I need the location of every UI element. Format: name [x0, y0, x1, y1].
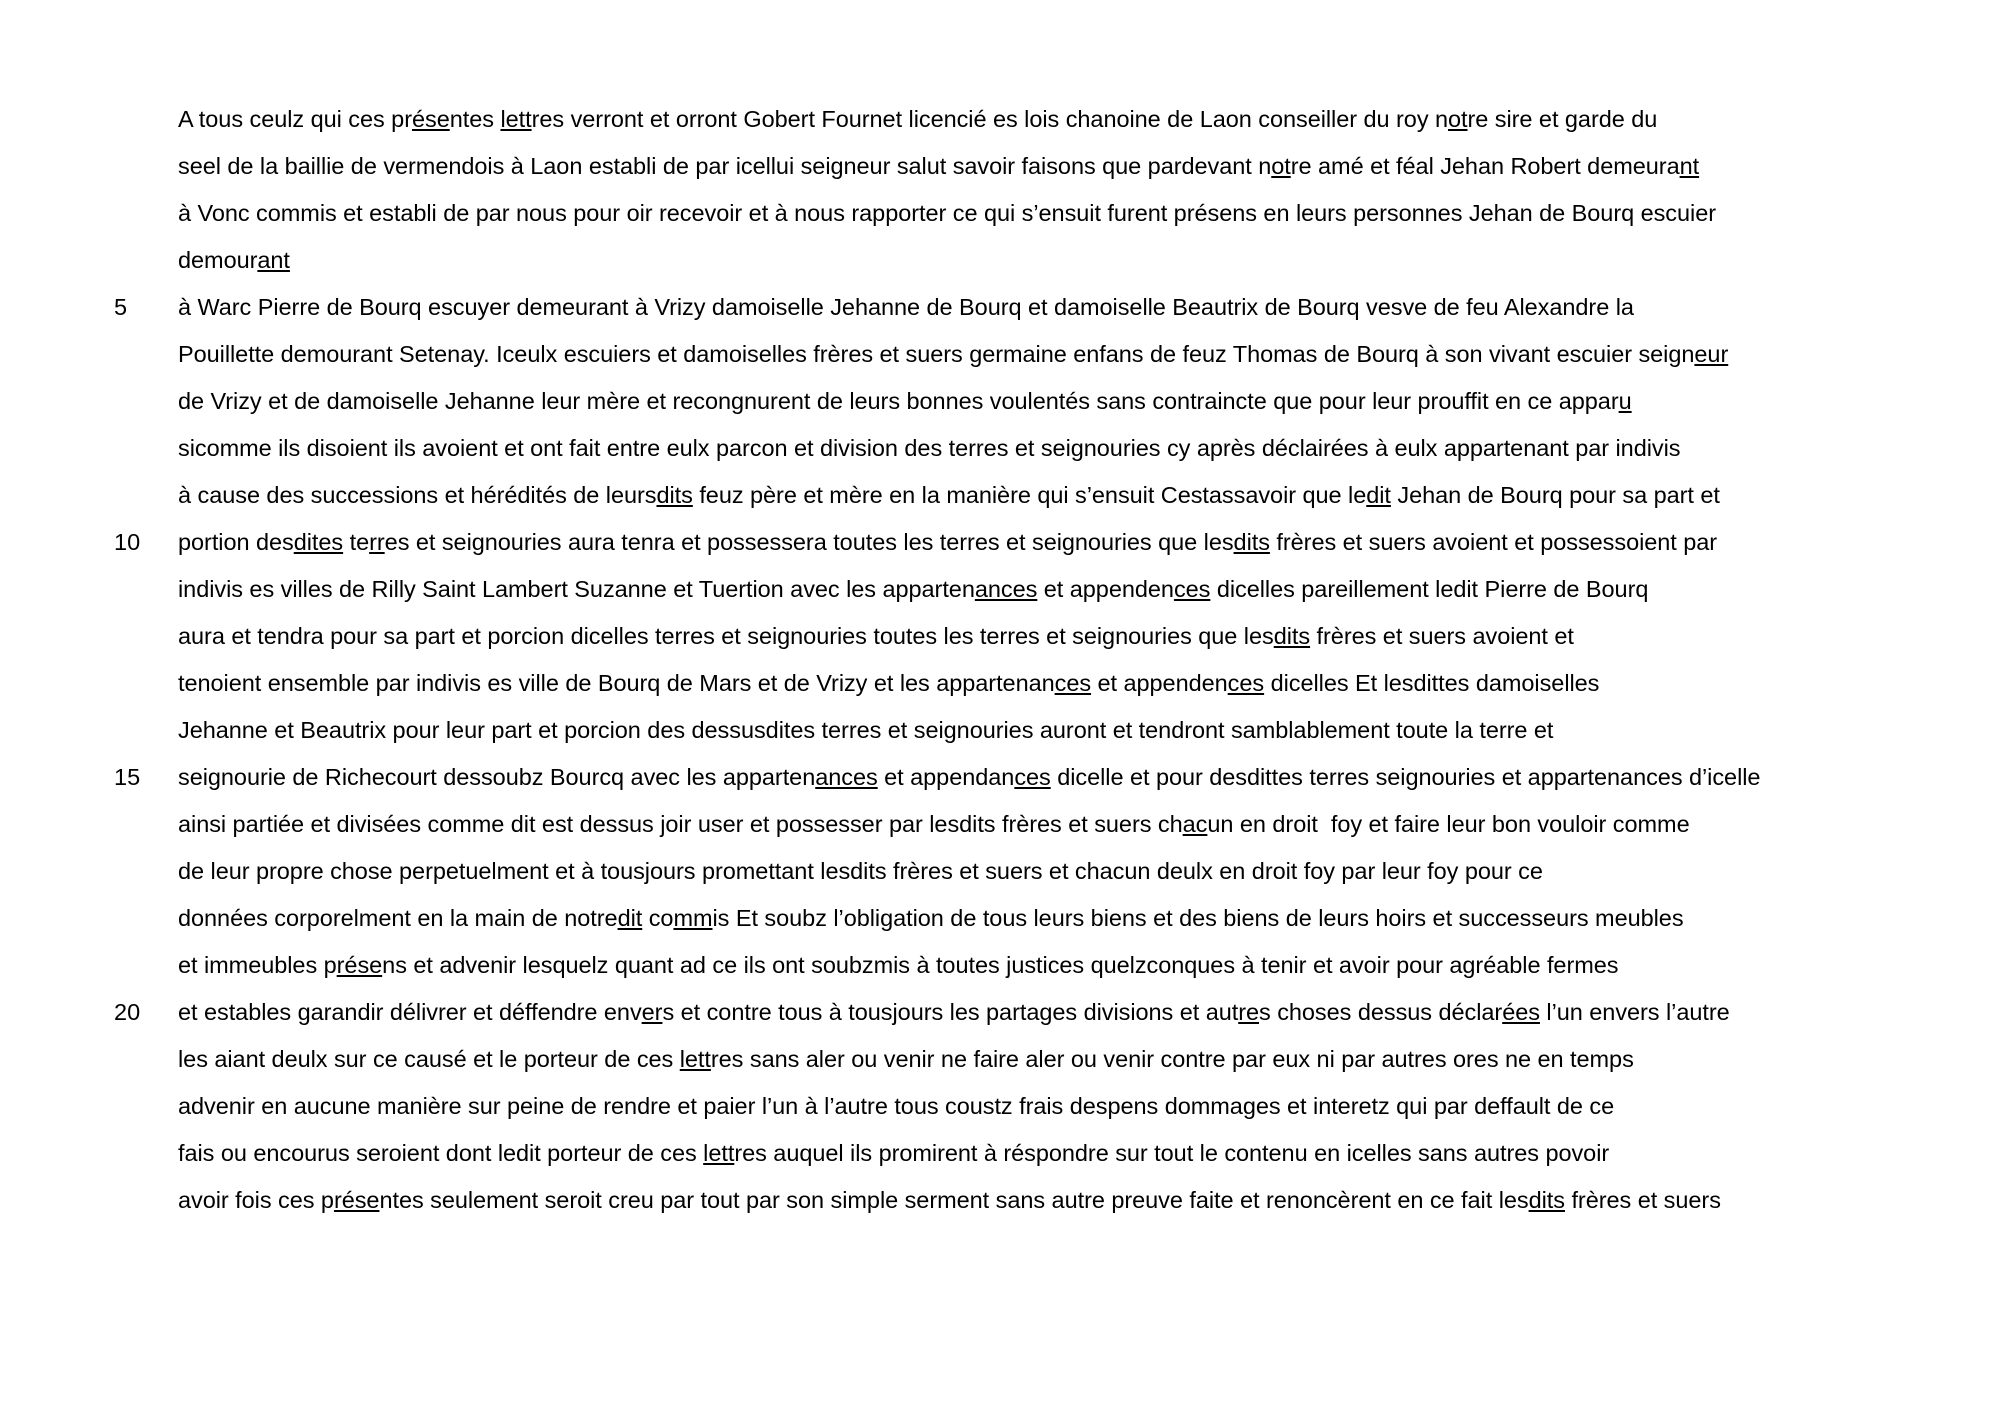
underlined-abbreviation: lett: [500, 106, 532, 132]
line-text: [170, 801, 1880, 848]
text-run: dicelles pareillement ledit Pierre de Bourq: [1210, 576, 1649, 602]
line-text: [170, 989, 1880, 1036]
transcription-line: [110, 143, 1880, 190]
text-run: res auquel ils promirent à réspondre sur tout le contenu en icelles sans autres povoir: [734, 1140, 1610, 1166]
text-run: et estables garandir délivrer et déffendre env: [178, 999, 642, 1025]
text-run: ntes seulement seroit creu par tout par son simple serment sans autre preuve faite et renoncèrent en ce fait les: [379, 1187, 1529, 1213]
underlined-abbreviation: dits: [656, 482, 693, 508]
underlined-abbreviation: dits: [1233, 529, 1270, 555]
transcription-line: [110, 895, 1880, 942]
line-text: [170, 707, 1880, 754]
text-run: frères et suers: [1564, 1187, 1721, 1213]
text-run: re sire et garde du: [1467, 106, 1658, 132]
text-run: frères et suers avoient et: [1310, 623, 1574, 649]
underlined-abbreviation: eur: [1694, 341, 1729, 367]
underlined-abbreviation: ot: [1448, 106, 1468, 132]
underlined-abbreviation: ces: [1173, 576, 1211, 602]
transcription-line: [110, 566, 1880, 613]
text-run: un en droit foy et faire leur bon vouloir comme: [1207, 811, 1690, 837]
transcription-line: [110, 754, 1880, 801]
transcription-line: [110, 425, 1880, 472]
text-run: de leur propre chose perpetuelment et à tousjours promettant lesdits frères et suers et chacun deulx en droit foy par leur foy pour ce: [178, 858, 1543, 884]
transcription-line: [110, 378, 1880, 425]
line-number: 20: [114, 999, 141, 1025]
underlined-abbreviation: mm: [673, 905, 713, 931]
underlined-abbreviation: dites: [293, 529, 344, 555]
text-run: demour: [178, 247, 258, 273]
text-run: et appenden: [1037, 576, 1174, 602]
line-text: [170, 848, 1880, 895]
text-run: de Vrizy et de damoiselle Jehanne leur mère et recongnurent de leurs bonnes voulentés sans contraincte que pour leur prouffit en ce appar: [178, 388, 1619, 414]
underlined-abbreviation: re: [1238, 999, 1260, 1025]
text-run: is Et soubz l’obligation de tous leurs biens et des biens de leurs hoirs et successeurs meubles: [712, 905, 1684, 931]
transcription-line: [110, 1130, 1880, 1177]
text-run: et immeubles p: [178, 952, 337, 978]
underlined-abbreviation: rése: [336, 952, 383, 978]
transcription-line: [110, 331, 1880, 378]
underlined-abbreviation: lett: [679, 1046, 711, 1072]
text-run: indivis es villes de Rilly Saint Lambert Suzanne et Tuertion avec les apparten: [178, 576, 975, 602]
line-text: [170, 378, 1880, 425]
line-text: [170, 425, 1880, 472]
text-run: les aiant deulx sur ce causé et le porteur de ces: [178, 1046, 680, 1072]
text-run: advenir en aucune manière sur peine de rendre et paier l’un à l’autre tous coustz frais despens dommages et interetz qui par deffault de ce: [178, 1093, 1615, 1119]
text-run: ainsi partiée et divisées comme dit est dessus joir user et possesser par lesdits frères et suers ch: [178, 811, 1183, 837]
text-run: à Vonc commis et establi de par nous pour oir recevoir et à nous rapporter ce qui s’ensuit furent présens en leurs personnes Jehan de Bourq escuier: [178, 200, 1716, 226]
underlined-abbreviation: dit: [617, 905, 643, 931]
text-run: et appenden: [1091, 670, 1228, 696]
underlined-abbreviation: rése: [333, 1187, 380, 1213]
transcription-line: [110, 613, 1880, 660]
transcription-line: [110, 237, 1880, 284]
line-text: [170, 660, 1880, 707]
line-text: [170, 96, 1880, 143]
line-text: [170, 1177, 1880, 1224]
underlined-abbreviation: ac: [1182, 811, 1208, 837]
text-run: s choses dessus déclar: [1259, 999, 1503, 1025]
line-text: [170, 942, 1880, 989]
text-run: à Warc Pierre de Bourq escuyer demeurant à Vrizy damoiselle Jehanne de Bourq et damoiselle Beautrix de Bourq vesve de feu Alexandre la: [178, 294, 1634, 320]
text-run: ns et advenir lesquelz quant ad ce ils ont soubzmis à toutes justices quelzconques à tenir et avoir pour agréable fermes: [382, 952, 1619, 978]
underlined-abbreviation: ces: [1227, 670, 1265, 696]
text-run: Jehanne et Beautrix pour leur part et porcion des dessusdites terres et seignouries auront et tendront samblablement toute la terre et: [178, 717, 1554, 743]
underlined-abbreviation: dits: [1528, 1187, 1565, 1213]
transcription-line: [110, 519, 1880, 566]
text-run: seel de la baillie de vermendois à Laon establi de par icellui seigneur salut savoir faisons que pardevant n: [178, 153, 1272, 179]
text-run: A tous ceulz qui ces pr: [178, 106, 412, 132]
line-text: [170, 1130, 1880, 1177]
line-text: [170, 237, 1880, 284]
text-run: co: [642, 905, 674, 931]
underlined-abbreviation: ces: [1014, 764, 1051, 790]
transcription-line: [110, 1083, 1880, 1130]
underlined-abbreviation: er: [641, 999, 663, 1025]
transcription-line: [110, 989, 1880, 1036]
text-run: es et seignouries aura tenra et possessera toutes les terres et seignouries que les: [384, 529, 1234, 555]
line-number: 10: [114, 529, 141, 555]
text-run: l’un envers l’autre: [1539, 999, 1730, 1025]
text-run: données corporelment en la main de notre: [178, 905, 618, 931]
underlined-abbreviation: dit: [1366, 482, 1391, 508]
text-run: et appendan: [877, 764, 1015, 790]
line-text: [170, 895, 1880, 942]
text-run: ntes: [449, 106, 501, 132]
underlined-abbreviation: ése: [411, 106, 450, 132]
underlined-abbreviation: ances: [974, 576, 1038, 602]
line-text: [170, 566, 1880, 613]
line-number: 15: [114, 764, 141, 790]
underlined-abbreviation: rr: [369, 529, 385, 555]
text-run: Jehan de Bourq pour sa part et: [1390, 482, 1720, 508]
line-text: [170, 754, 1880, 801]
text-run: dicelles Et lesdittes damoiselles: [1264, 670, 1600, 696]
line-text: [170, 284, 1880, 331]
transcription-line: [110, 1177, 1880, 1224]
line-text: [170, 472, 1880, 519]
text-run: fais ou encourus seroient dont ledit porteur de ces: [178, 1140, 704, 1166]
underlined-abbreviation: ées: [1502, 999, 1540, 1025]
transcription-body: [110, 96, 1880, 1224]
transcription-line: [110, 660, 1880, 707]
text-run: dicelle et pour desdittes terres seignouries et appartenances d’icelle: [1050, 764, 1761, 790]
line-text: [170, 1083, 1880, 1130]
line-number: 5: [114, 294, 128, 320]
transcription-line: [110, 1036, 1880, 1083]
underlined-abbreviation: ces: [1054, 670, 1092, 696]
transcription-line: [110, 848, 1880, 895]
text-run: seignourie de Richecourt dessoubz Bourcq avec les apparten: [178, 764, 816, 790]
transcription-line: [110, 190, 1880, 237]
text-run: tenoient ensemble par indivis es ville de Bourq de Mars et de Vrizy et les appartenan: [178, 670, 1055, 696]
line-text: [170, 613, 1880, 660]
text-run: res verront et orront Gobert Fournet licencié es lois chanoine de Laon conseiller du roy n: [531, 106, 1449, 132]
text-run: frères et suers avoient et possessoient par: [1269, 529, 1718, 555]
underlined-abbreviation: ot: [1271, 153, 1291, 179]
text-run: te: [343, 529, 370, 555]
text-run: res sans aler ou venir ne faire aler ou venir contre par eux ni par autres ores ne en temps: [710, 1046, 1634, 1072]
text-run: avoir fois ces p: [178, 1187, 334, 1213]
transcription-line: [110, 96, 1880, 143]
text-run: portion des: [178, 529, 294, 555]
text-run: re amé et féal Jehan Robert demeura: [1290, 153, 1680, 179]
line-text: [170, 519, 1880, 566]
line-text: [170, 143, 1880, 190]
transcription-line: [110, 472, 1880, 519]
line-text: [170, 1036, 1880, 1083]
transcription-line: [110, 707, 1880, 754]
underlined-abbreviation: u: [1618, 388, 1632, 414]
text-run: feuz père et mère en la manière qui s’ensuit Cestassavoir que le: [692, 482, 1367, 508]
text-run: aura et tendra pour sa part et porcion dicelles terres et seignouries toutes les terres et seignouries que les: [178, 623, 1274, 649]
line-text: [170, 190, 1880, 237]
underlined-abbreviation: ant: [257, 247, 290, 273]
transcription-line: [110, 942, 1880, 989]
underlined-abbreviation: nt: [1679, 153, 1700, 179]
text-run: s et contre tous à tousjours les partages divisions et aut: [662, 999, 1239, 1025]
underlined-abbreviation: lett: [703, 1140, 735, 1166]
line-text: [170, 331, 1880, 378]
text-run: Pouillette demourant Setenay. Iceulx escuiers et damoiselles frères et suers germaine enfans de feuz Thomas de Bourq à son vivant escuier seign: [178, 341, 1695, 367]
text-run: à cause des successions et hérédités de leurs: [178, 482, 657, 508]
underlined-abbreviation: dits: [1273, 623, 1311, 649]
text-run: sicomme ils disoient ils avoient et ont fait entre eulx parcon et division des terres et seignouries cy après déclairées à eulx appartenant par indivis: [178, 435, 1681, 461]
underlined-abbreviation: ances: [815, 764, 878, 790]
transcription-line: [110, 801, 1880, 848]
transcription-line: [110, 284, 1880, 331]
